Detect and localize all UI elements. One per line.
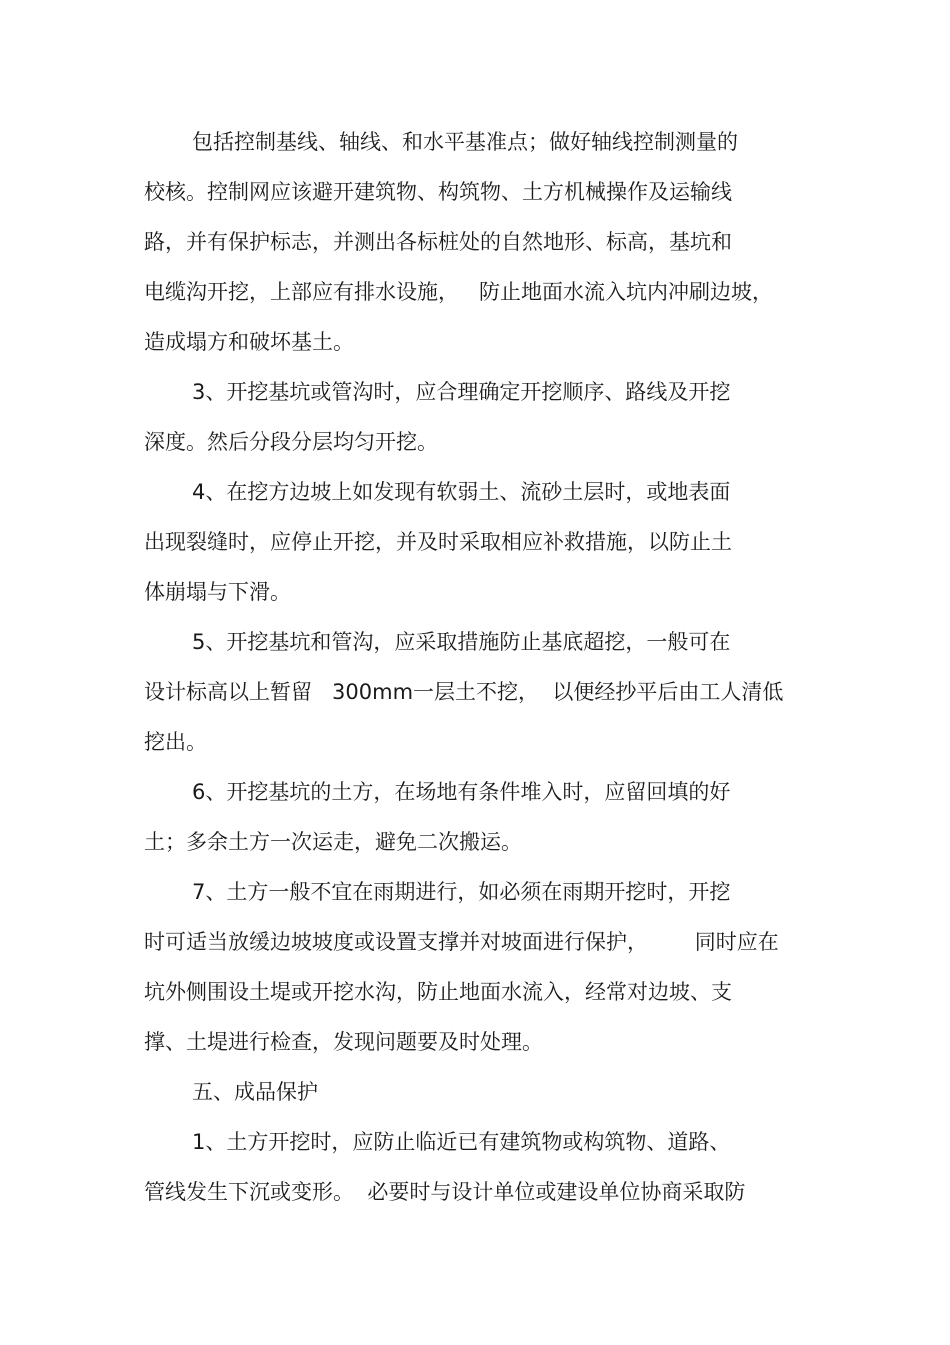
text-line-12: 设计标高以上暂留 300mm一层土不挖， 以便经抄平后由工人清低 (144, 680, 784, 704)
text-line-19: 撑、土堤进行检查，发现问题要及时处理。 (144, 1030, 543, 1054)
text-line-2: 校核。控制网应该避开建筑物、构筑物、土方机械操作及运输线 (144, 180, 732, 204)
text-line-11: 5、开挖基坑和管沟，应采取措施防止基底超挖，一般可在 (192, 630, 731, 654)
text-line-21: 1、土方开挖时，应防止临近已有建筑物或构筑物、道路、 (192, 1130, 731, 1154)
text-line-9: 出现裂缝时，应停止开挖，并及时采取相应补救措施，以防止土 (144, 530, 732, 554)
text-line-13: 挖出。 (144, 730, 207, 754)
text-line-17: 时可适当放缓边坡坡度或设置支撑并对坡面进行保护， 同时应在 (144, 930, 779, 954)
text-line-6: 3、开挖基坑或管沟时，应合理确定开挖顺序、路线及开挖 (192, 380, 731, 404)
text-line-22: 管线发生下沉或变形。 必要时与设计单位或建设单位协商采取防 (144, 1180, 746, 1204)
text-line-8: 4、在挖方边坡上如发现有软弱土、流砂土层时，或地表面 (192, 480, 731, 504)
text-line-3: 路，并有保护标志，并测出各标桩处的自然地形、标高，基坑和 (144, 230, 732, 254)
text-line-4: 电缆沟开挖，上部应有排水设施， 防止地面水流入坑内冲刷边坡， (144, 280, 774, 304)
text-line-5: 造成塌方和破坏基土。 (144, 330, 354, 354)
text-line-16: 7、土方一般不宜在雨期进行，如必须在雨期开挖时，开挖 (192, 880, 731, 904)
text-line-15: 土；多余土方一次运走，避免二次搬运。 (144, 830, 522, 854)
text-line-18: 坑外侧围设土堤或开挖水沟，防止地面水流入，经常对边坡、支 (144, 980, 732, 1004)
text-line-1: 包括控制基线、轴线、和水平基准点；做好轴线控制测量的 (192, 130, 738, 154)
text-line-10: 体崩塌与下滑。 (144, 580, 291, 604)
text-line-7: 深度。然后分段分层均匀开挖。 (144, 430, 438, 454)
text-line-14: 6、开挖基坑的土方，在场地有条件堆入时，应留回填的好 (192, 780, 731, 804)
section-heading: 五、成品保护 (192, 1080, 318, 1104)
